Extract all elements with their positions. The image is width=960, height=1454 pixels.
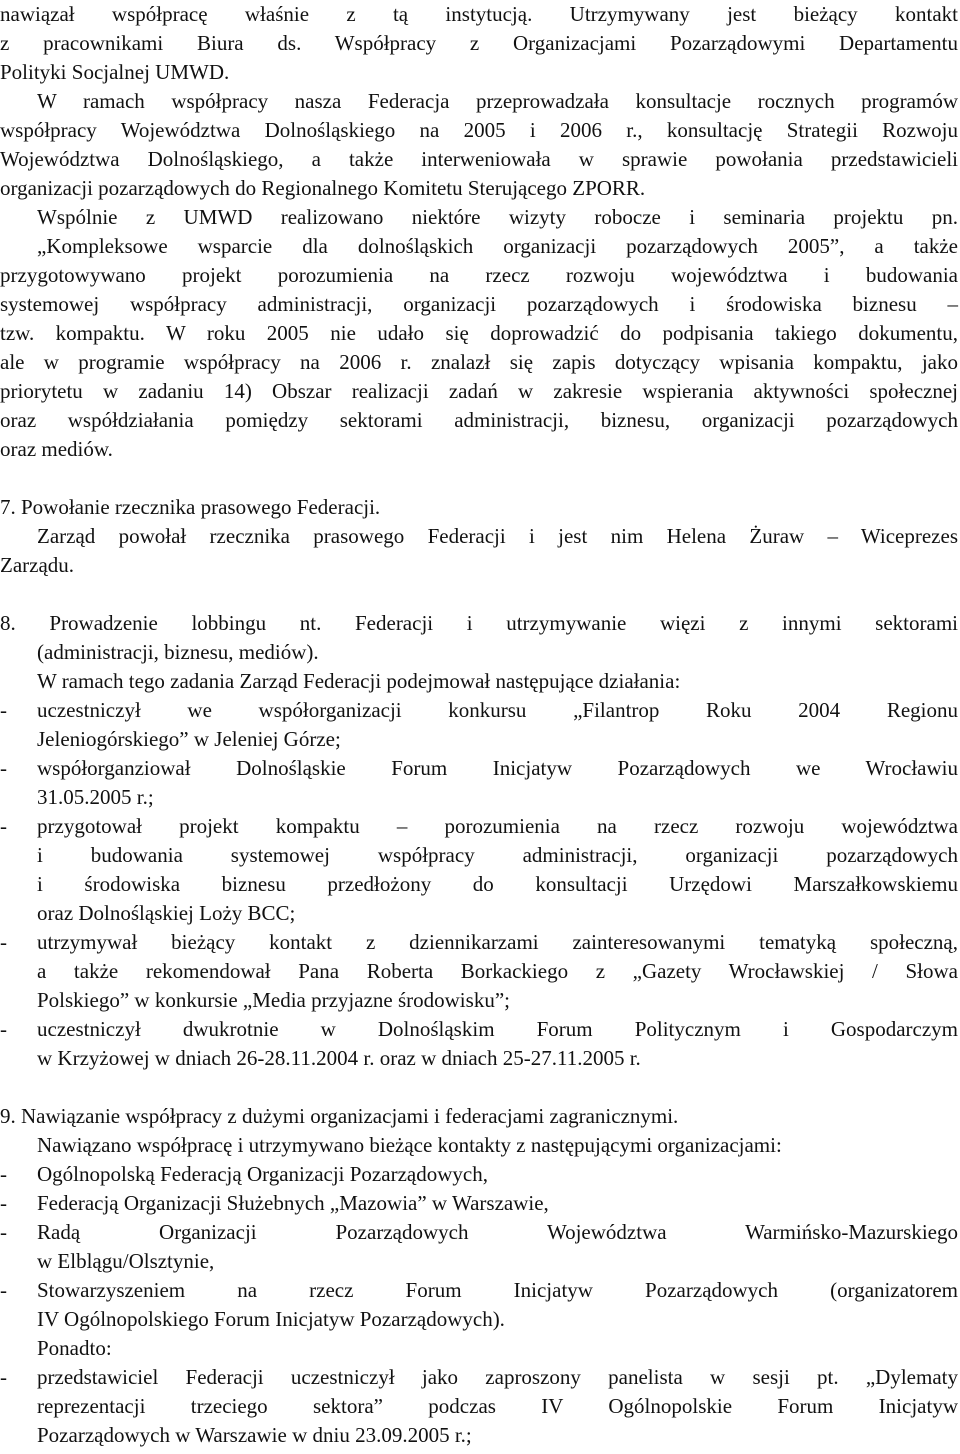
list-dash: -	[0, 756, 7, 780]
section-heading: 7. Powołanie rzecznika prasowego Federacji.	[0, 495, 381, 519]
list-item-line: Federacją Organizacji Służebnych „Mazowia” w Warszawie,	[37, 1191, 549, 1215]
list-item	[0, 1218, 958, 1276]
list-item-line: i budowania systemowej współpracy administracji, organizacji pozarządowych	[37, 843, 958, 867]
list-item	[0, 812, 958, 928]
paragraph-line: systemowej współpracy administracji, organizacji pozarządowych i środowiska biznesu –	[0, 292, 958, 316]
list-item	[0, 1363, 958, 1450]
paragraph-line: Województwa Dolnośląskiego, a także interweniowała w sprawie powołania przedstawicieli	[0, 147, 958, 171]
paragraph-line: Wspólnie z UMWD realizowano niektóre wizyty robocze i seminaria projektu pn.	[37, 205, 958, 229]
paragraph-line: tzw. kompaktu. W roku 2005 nie udało się doprowadzić do podpisania takiego dokumentu,	[0, 321, 958, 345]
list-dash: -	[0, 1191, 7, 1215]
list-item	[0, 754, 958, 812]
list-item-line: w Krzyżowej w dniach 26-28.11.2004 r. oraz w dniach 25-27.11.2005 r.	[37, 1046, 641, 1070]
list-dash: -	[0, 930, 7, 954]
paragraph-line: W ramach współpracy nasza Federacja przeprowadzała konsultacje rocznych programów	[37, 89, 958, 113]
list-item-line: i środowiska biznesu przedłożony do konsultacji Urzędowi Marszałkowskiemu	[37, 872, 958, 896]
section-heading: (administracji, biznesu, mediów).	[37, 640, 319, 664]
list-item-line: uczestniczył dwukrotnie w Dolnośląskim Forum Politycznym i Gospodarczym	[37, 1017, 958, 1041]
paragraph-line: przygotowywano projekt porozumienia na rzecz rozwoju województwa i budowania	[0, 263, 958, 287]
list-item	[0, 1015, 958, 1073]
list-item-line: a także rekomendował Pana Roberta Borkackiego z „Gazety Wrocławskiej / Słowa	[37, 959, 958, 983]
paragraph-line: organizacji pozarządowych do Regionalnego Komitetu Sterującego ZPORR.	[0, 176, 646, 200]
list-item	[0, 1276, 958, 1334]
paragraph-line: Nawiązano współpracę i utrzymywano bieżące kontakty z następującymi organizacjami:	[37, 1133, 782, 1157]
list-item	[0, 696, 958, 754]
list-item-line: Ogólnopolską Federacją Organizacji Pozarządowych,	[37, 1162, 488, 1186]
list-dash: -	[0, 1278, 7, 1302]
list-item	[0, 928, 958, 1015]
list-item-line: Pozarządowych w Warszawie w dniu 23.09.2005 r.;	[37, 1423, 472, 1447]
paragraph-line: oraz współdziałania pomiędzy sektorami administracji, biznesu, organizacji pozarządowych	[0, 408, 958, 432]
list-item-line: reprezentacji trzeciego sektora” podczas IV Ogólnopolskie Forum Inicjatyw	[37, 1394, 958, 1418]
list-dash: -	[0, 1017, 7, 1041]
paragraph-line: priorytetu w zadaniu 14) Obszar realizacji zadań w zakresie wspierania aktywności społecznej	[0, 379, 958, 403]
paragraph-line: nawiązał współpracę właśnie z tą instytucją. Utrzymywany jest bieżący kontakt	[0, 2, 958, 26]
paragraph-line: „Kompleksowe wsparcie dla dolnośląskich organizacji pozarządowych 2005”, a także	[37, 234, 958, 258]
list-item	[0, 1189, 958, 1218]
list-dash: -	[0, 1365, 7, 1389]
list-item-line: Polskiego” w konkursie „Media przyjazne środowisku”;	[37, 988, 510, 1012]
list-item-line: przedstawiciel Federacji uczestniczył jako zaproszony panelista w sesji pt. „Dylematy	[37, 1365, 958, 1389]
list-item	[0, 1160, 958, 1189]
list-item-line: 31.05.2005 r.;	[37, 785, 154, 809]
list-item-line: w Elblągu/Olsztynie,	[37, 1249, 215, 1273]
list-item-line: Radą Organizacji Pozarządowych Województwa Warmińsko-Mazurskiego	[37, 1220, 958, 1244]
paragraph-line: ale w programie współpracy na 2006 r. znalazł się zapis dotyczący wpisania kompaktu, jako	[0, 350, 958, 374]
list-item-line: przygotował projekt kompaktu – porozumienia na rzecz rozwoju województwa	[37, 814, 958, 838]
paragraph-line: Ponadto:	[37, 1336, 112, 1360]
list-item-line: uczestniczył we współorganizacji konkursu „Filantrop Roku 2004 Regionu	[37, 698, 958, 722]
paragraph-line: współpracy Województwa Dolnośląskiego na 2005 i 2006 r., konsultację Strategii Rozwoju	[0, 118, 958, 142]
list-item-line: oraz Dolnośląskiej Loży BCC;	[37, 901, 296, 925]
list-dash: -	[0, 814, 7, 838]
list-item-line: Stowarzyszeniem na rzecz Forum Inicjatyw Pozarządowych (organizatorem	[37, 1278, 958, 1302]
paragraph-line: W ramach tego zadania Zarząd Federacji podejmował następujące działania:	[37, 669, 681, 693]
list-dash: -	[0, 1162, 7, 1186]
paragraph-line: z pracownikami Biura ds. Współpracy z Organizacjami Pozarządowymi Departamentu	[0, 31, 958, 55]
paragraph-line: Polityki Socjalnej UMWD.	[0, 60, 230, 84]
paragraph-line: Zarządu.	[0, 553, 75, 577]
list-item-line: Jeleniogórskiego” w Jeleniej Górze;	[37, 727, 341, 751]
paragraph-line: Zarząd powołał rzecznika prasowego Federacji i jest nim Helena Żuraw – Wiceprezes	[37, 524, 958, 548]
list-dash: -	[0, 698, 7, 722]
list-item-line: IV Ogólnopolskiego Forum Inicjatyw Pozarządowych).	[37, 1307, 505, 1331]
list-item-line: współorganziował Dolnośląskie Forum Inicjatyw Pozarządowych we Wrocławiu	[37, 756, 958, 780]
section-heading: 9. Nawiązanie współpracy z dużymi organizacjami i federacjami zagranicznymi.	[0, 1104, 679, 1128]
list-dash: -	[0, 1220, 7, 1244]
paragraph-line: oraz mediów.	[0, 437, 113, 461]
list-item-line: utrzymywał bieżący kontakt z dziennikarzami zainteresowanymi tematyką społeczną,	[37, 930, 958, 954]
section-heading: 8. Prowadzenie lobbingu nt. Federacji i utrzymywanie więzi z innymi sektorami	[0, 611, 958, 635]
